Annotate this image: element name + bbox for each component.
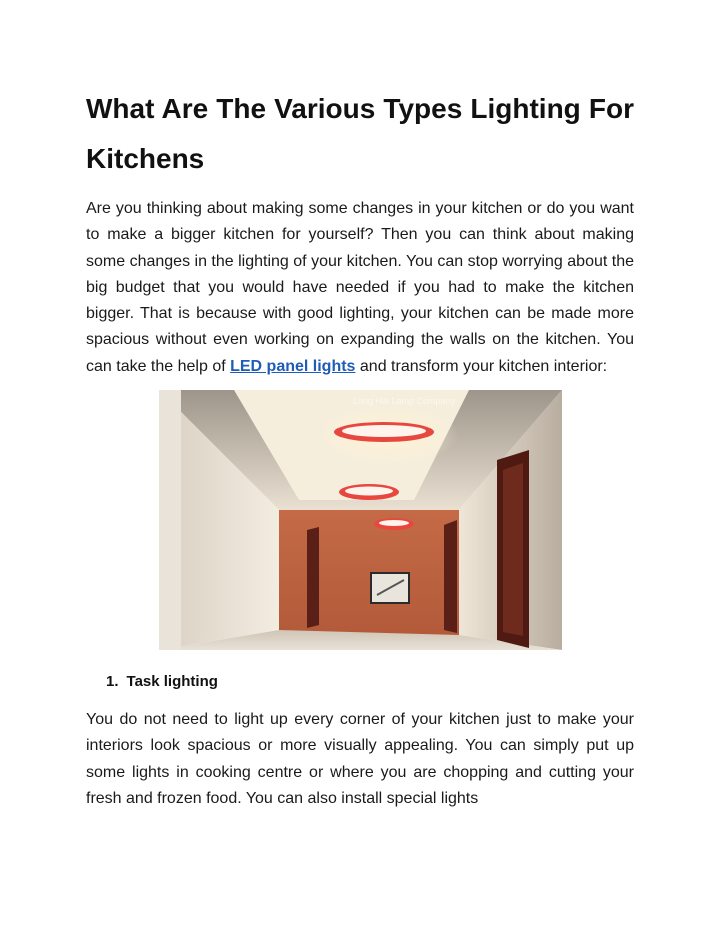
- page-title: What Are The Various Types Lighting For Kitchens: [86, 93, 634, 174]
- intro-text: Are you thinking about making some changes in your kitchen or do you want to make a bigger kitchen for yourself? Then you can think about making some changes in the lighting of your kitchen. You can stop worrying about the big budget that you would have needed if you had to make the kitchen bigger. That is because with good lighting, your kitchen can be made more spacious without even working on expanding the walls on the kitchen. You can take the help of: [86, 200, 634, 375]
- section-title: Task lighting: [126, 673, 218, 691]
- intro-text-end: and transform your kitchen interior:: [359, 357, 608, 375]
- intro-paragraph: [86, 196, 634, 380]
- document-page: [86, 84, 634, 812]
- list-number: 1.: [106, 673, 119, 691]
- hallway-led-lights-photo: [159, 390, 562, 650]
- led-panel-lights-link[interactable]: LED panel lights: [230, 357, 356, 375]
- image-watermark: Long Hai Lamp Company: [352, 396, 455, 407]
- list-item-task-lighting: [106, 671, 634, 693]
- task-lighting-paragraph: You do not need to light up every corner of your kitchen just to make your interiors look spacious or more visually appealing. You can simply put up some lights in cooking centre or where you are chopping and cutting your fresh and frozen food. You can also install special lights: [86, 711, 634, 807]
